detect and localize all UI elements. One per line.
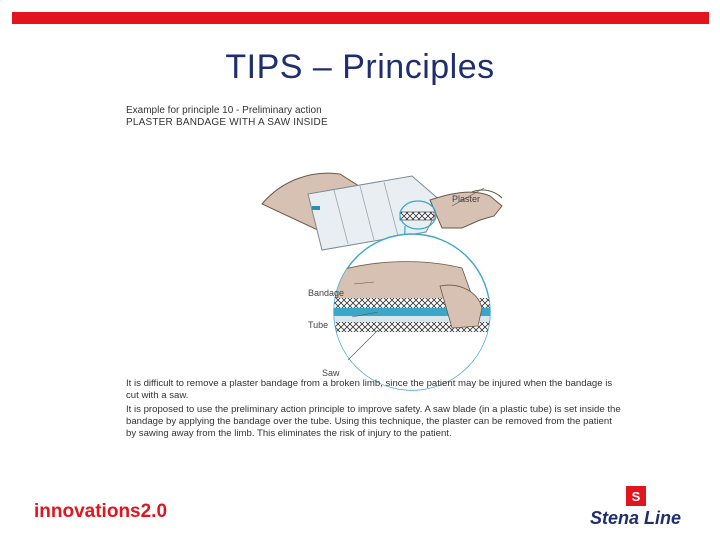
saw-label: Saw [322, 368, 340, 378]
tube-label: Tube [308, 320, 329, 330]
figure-subtitle: PLASTER BANDAGE WITH A SAW INSIDE [126, 117, 328, 128]
principle-figure [122, 102, 626, 458]
innovations-logo [34, 496, 184, 524]
paragraph-problem: It is difficult to remove a plaster bandage from a broken limb, since the patient may be injured when the bandage is cut with a saw. [126, 378, 613, 401]
bandage-label: Bandage [308, 288, 345, 298]
top-accent-bar [12, 12, 709, 24]
plaster-label: Plaster [452, 194, 481, 204]
magnified-view [334, 234, 494, 394]
stena-line-logo [588, 486, 688, 530]
plaster-bandage-illustration [122, 132, 626, 378]
stena-badge-letter: S [631, 489, 641, 504]
figure-caption: Example for principle 10 - Preliminary action [126, 105, 322, 116]
tube-strip [400, 212, 434, 220]
innovations-wordmark: innovations2.0 [34, 501, 168, 522]
slide-title: TIPS – Principles [225, 48, 495, 86]
stena-wordmark: Stena Line [590, 508, 682, 528]
paragraph-solution: It is proposed to use the preliminary action principle to improve safety. A saw blade (in a plastic tube) is set inside the bandage by applying the bandage over the tube. Using this technique, the plaster can be removed from the patient by sawing away from the limb. This eliminates the risk of injury to the patient. [126, 404, 621, 439]
tube-end [312, 206, 320, 210]
